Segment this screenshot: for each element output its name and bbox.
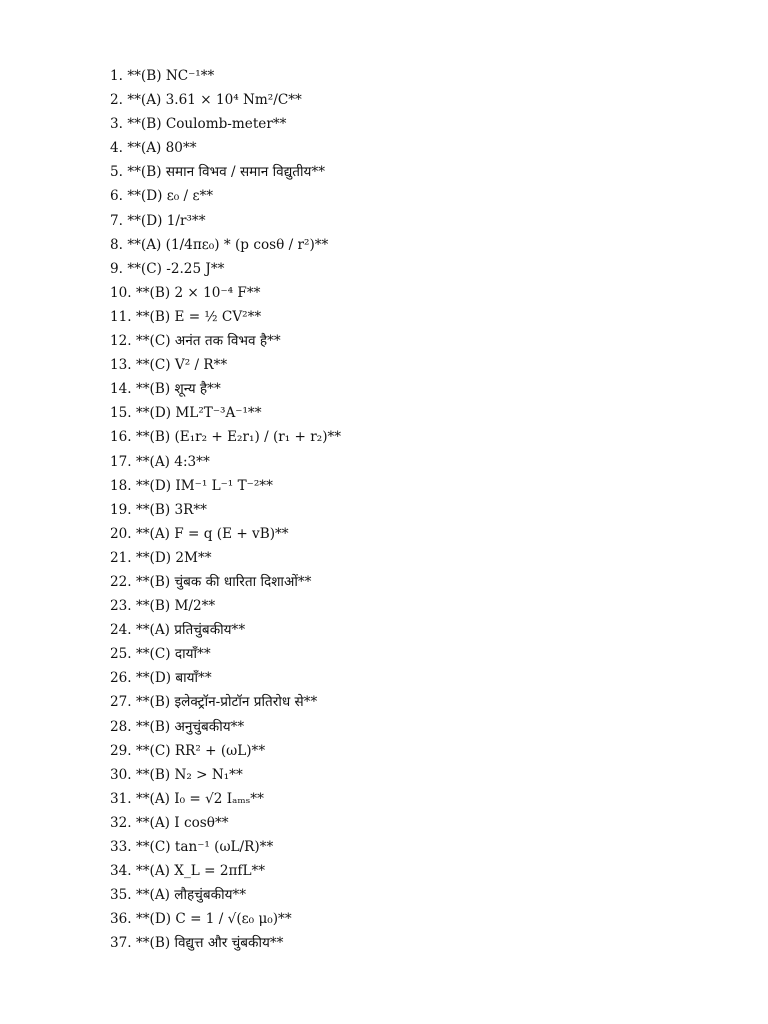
answer-item <box>110 233 750 257</box>
answer-item <box>110 883 750 907</box>
answer-text: **(A) प्रतिचुंबकीय** <box>135 622 246 639</box>
answer-item <box>110 859 750 883</box>
answer-text: **(B) Coulomb-meter** <box>127 116 287 133</box>
answer-item <box>110 907 750 931</box>
answer-item <box>110 787 750 811</box>
answer-text: **(D) C = 1 / √(ε₀ μ₀)** <box>135 911 292 928</box>
answer-text: **(A) X_L = 2πfL** <box>135 863 266 880</box>
answer-number: 34. <box>110 863 132 880</box>
answer-item <box>110 377 750 401</box>
answer-text: **(A) 4:3** <box>135 453 210 470</box>
answer-text: **(B) 3R** <box>135 501 207 518</box>
answer-text: **(D) ε₀ / ε** <box>127 188 214 205</box>
answer-number: 2. <box>110 92 123 109</box>
answer-item <box>110 160 750 184</box>
answer-item <box>110 835 750 859</box>
answer-item <box>110 522 750 546</box>
answer-item <box>110 450 750 474</box>
answer-item <box>110 401 750 425</box>
answer-text: **(B) E = ½ CV²** <box>135 308 262 325</box>
answer-text: **(C) V² / R** <box>135 357 228 374</box>
answer-item <box>110 811 750 835</box>
answer-item <box>110 690 750 714</box>
answer-item <box>110 112 750 136</box>
answer-key-document <box>110 64 750 955</box>
answer-number: 27. <box>110 694 132 711</box>
answer-item <box>110 305 750 329</box>
answer-number: 11. <box>110 308 132 325</box>
answer-number: 16. <box>110 429 132 446</box>
answer-number: 31. <box>110 790 132 807</box>
answer-number: 15. <box>110 405 132 422</box>
answer-item <box>110 498 750 522</box>
answer-text: **(C) -2.25 J** <box>127 260 225 277</box>
answer-number: 25. <box>110 646 132 663</box>
answer-text: **(A) लौहचुंबकीय** <box>135 887 247 904</box>
answer-number: 22. <box>110 573 132 590</box>
answer-number: 35. <box>110 887 132 904</box>
answer-text: **(B) अनुचुंबकीय** <box>135 718 245 735</box>
answer-item <box>110 281 750 305</box>
answer-text: **(A) (1/4πε₀) * (p cosθ / r²)** <box>127 236 329 253</box>
answer-number: 23. <box>110 598 132 615</box>
answer-number: 10. <box>110 284 132 301</box>
answer-text: **(D) ML²T⁻³A⁻¹** <box>135 405 262 422</box>
answer-item <box>110 739 750 763</box>
answer-text: **(C) दायाँ** <box>135 646 211 663</box>
answer-number: 33. <box>110 839 132 855</box>
answer-text: **(D) IM⁻¹ L⁻¹ T⁻²** <box>135 477 273 494</box>
answer-item <box>110 474 750 498</box>
answer-text: **(B) समान विभव / समान विद्युतीय** <box>127 164 326 181</box>
answer-number: 32. <box>110 814 132 831</box>
answer-number: 29. <box>110 742 132 759</box>
answer-item <box>110 257 750 281</box>
answer-text: **(B) शून्य है** <box>135 381 221 398</box>
answer-number: 21. <box>110 549 132 566</box>
answer-number: 36. <box>110 911 132 928</box>
answer-number: 5. <box>110 164 123 181</box>
answer-item <box>110 594 750 618</box>
answer-text: **(C) अनंत तक विभव है** <box>135 333 281 350</box>
answer-number: 19. <box>110 501 132 518</box>
answer-text: **(A) 80** <box>127 140 197 157</box>
answer-number: 37. <box>110 935 132 952</box>
answer-item <box>110 931 750 955</box>
answer-item <box>110 184 750 208</box>
answer-item <box>110 642 750 666</box>
answer-number: 28. <box>110 718 132 735</box>
answer-text: **(D) 1/r³** <box>127 212 206 229</box>
answer-text: **(B) M/2** <box>135 598 216 615</box>
answer-number: 30. <box>110 766 132 783</box>
answer-text: **(C) tan⁻¹ (ωL/R)** <box>135 839 274 855</box>
answer-text: **(C) RR² + (ωL)** <box>135 742 266 759</box>
answer-text: **(A) 3.61 × 10⁴ Nm²/C** <box>127 92 302 109</box>
answer-item <box>110 425 750 449</box>
answer-number: 9. <box>110 260 123 277</box>
answer-list <box>110 64 750 955</box>
answer-number: 4. <box>110 140 123 157</box>
answer-text: **(B) NC⁻¹** <box>127 68 215 84</box>
answer-item <box>110 64 750 88</box>
answer-number: 13. <box>110 357 132 374</box>
answer-item <box>110 666 750 690</box>
answer-item <box>110 136 750 160</box>
answer-item <box>110 88 750 112</box>
answer-item <box>110 618 750 642</box>
answer-text: **(B) इलेक्ट्रॉन-प्रोटॉन प्रतिरोध से** <box>135 694 318 711</box>
answer-text: **(B) चुंबक की धारिता दिशाओं** <box>135 573 312 590</box>
answer-item <box>110 329 750 353</box>
answer-text: **(A) I₀ = √2 Iₐₘₛ** <box>135 790 264 807</box>
answer-text: **(B) (E₁r₂ + E₂r₁) / (r₁ + r₂)** <box>135 429 342 446</box>
answer-number: 7. <box>110 212 123 229</box>
answer-text: **(B) विद्युत्त और चुंबकीय** <box>135 935 284 952</box>
answer-item <box>110 715 750 739</box>
answer-number: 6. <box>110 188 123 205</box>
answer-text: **(B) 2 × 10⁻⁴ F** <box>135 284 261 301</box>
answer-item <box>110 209 750 233</box>
answer-text: **(A) I cosθ** <box>135 814 229 831</box>
answer-item <box>110 570 750 594</box>
answer-number: 3. <box>110 116 123 133</box>
answer-number: 14. <box>110 381 132 398</box>
answer-text: **(D) 2M** <box>135 549 212 566</box>
answer-number: 12. <box>110 333 132 350</box>
answer-item <box>110 763 750 787</box>
answer-text: **(D) बायाँ** <box>135 670 212 687</box>
answer-number: 24. <box>110 622 132 639</box>
answer-number: 1. <box>110 68 123 84</box>
answer-number: 18. <box>110 477 132 494</box>
answer-number: 17. <box>110 453 132 470</box>
answer-item <box>110 353 750 377</box>
answer-text: **(A) F = q (E + vB)** <box>135 525 289 542</box>
answer-number: 20. <box>110 525 132 542</box>
answer-number: 8. <box>110 236 123 253</box>
answer-number: 26. <box>110 670 132 687</box>
answer-item <box>110 546 750 570</box>
answer-text: **(B) N₂ > N₁** <box>135 766 243 783</box>
